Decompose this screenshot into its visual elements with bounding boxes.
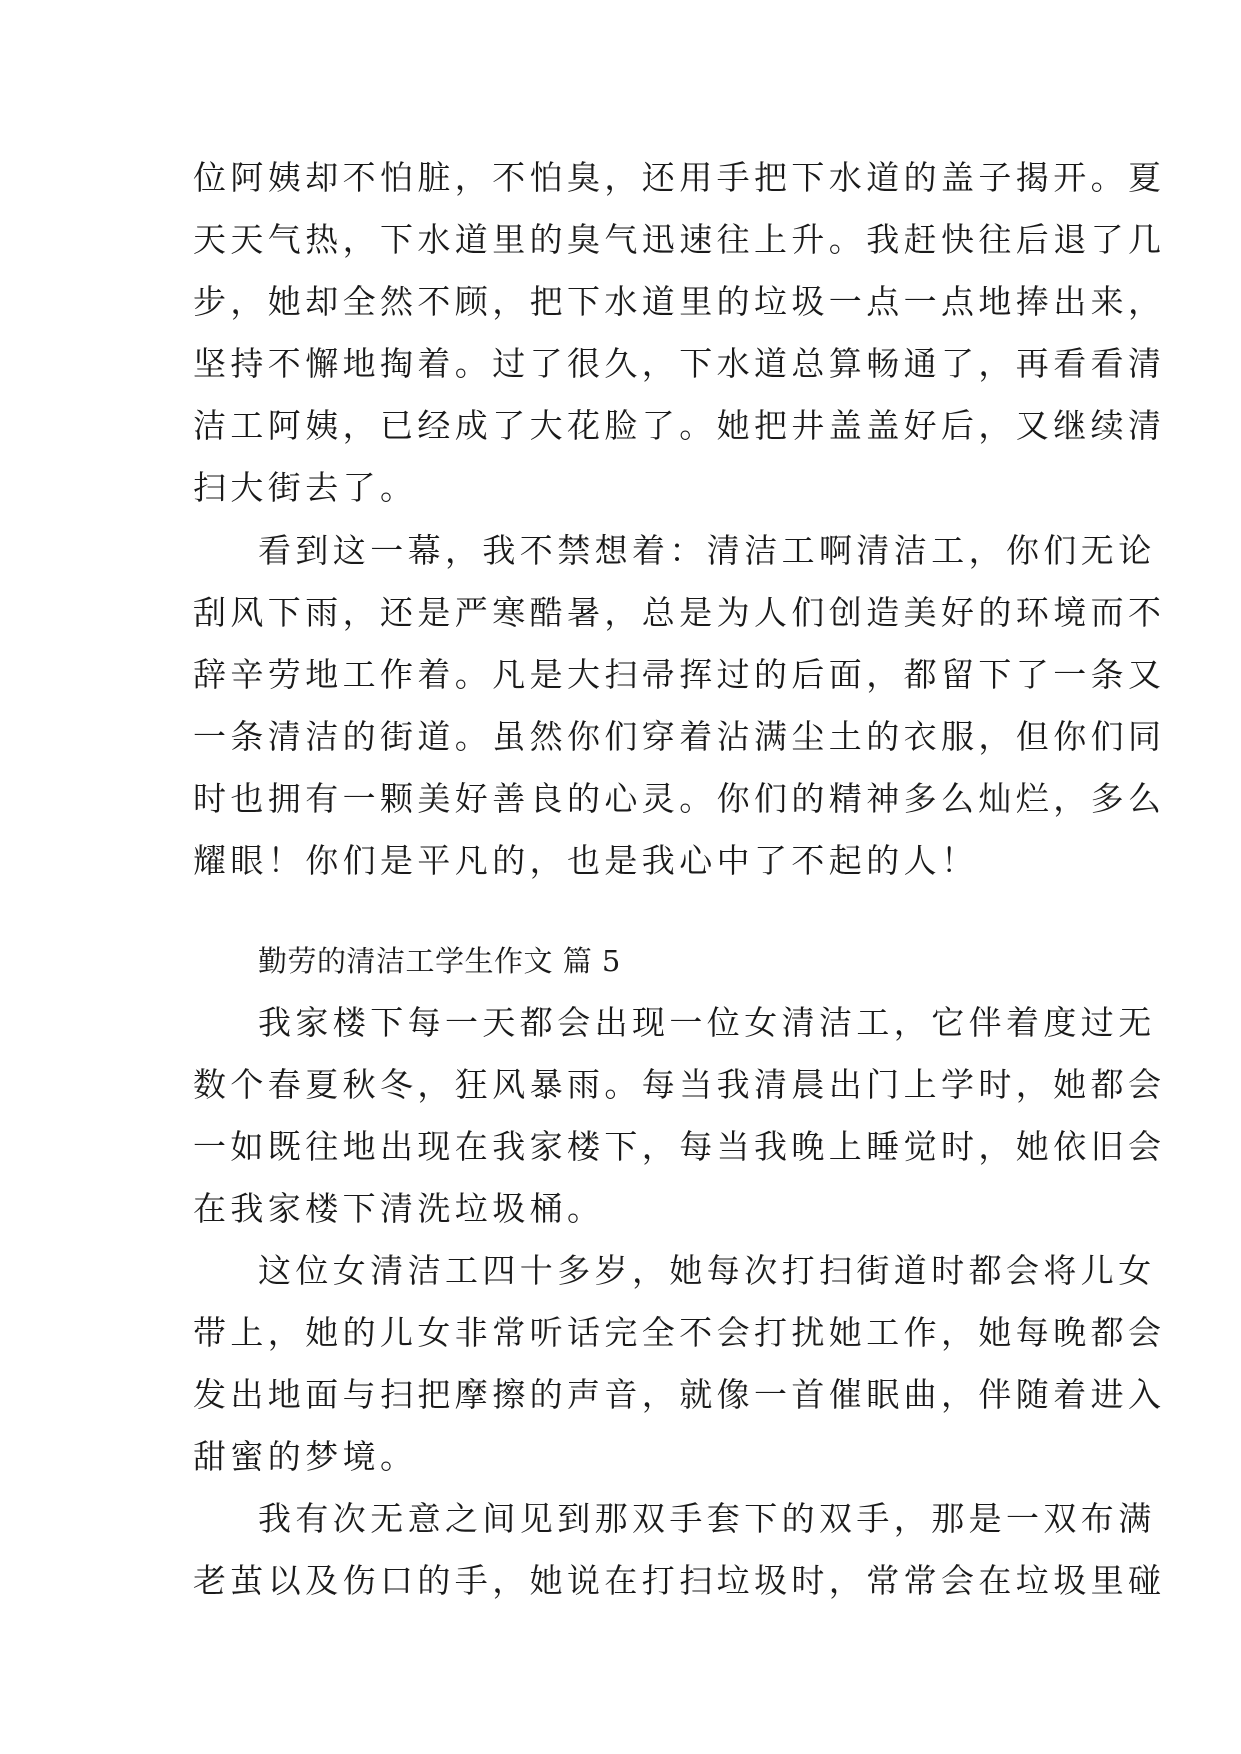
text-line: 时也拥有一颗美好善良的心灵。你们的精神多么灿烂，多么 <box>193 779 1166 818</box>
text-line: 我有次无意之间见到那双手套下的双手，那是一双布满 <box>258 1499 1156 1538</box>
text-line: 甜蜜的梦境。 <box>193 1437 418 1476</box>
text-line: 我家楼下每一天都会出现一位女清洁工，它伴着度过无 <box>258 1003 1156 1042</box>
text-line: 扫大街去了。 <box>193 468 418 507</box>
text-line: 洁工阿姨，已经成了大花脸了。她把井盖盖好后，又继续清 <box>193 406 1166 445</box>
text-line: 步，她却全然不顾，把下水道里的垃圾一点一点地捧出来， <box>193 282 1166 321</box>
text-line: 刮风下雨，还是严寒酷暑，总是为人们创造美好的环境而不 <box>193 593 1166 632</box>
text-line: 带上，她的儿女非常听话完全不会打扰她工作，她每晚都会 <box>193 1313 1166 1352</box>
text-line: 老茧以及伤口的手，她说在打扫垃圾时，常常会在垃圾里碰 <box>193 1561 1166 1600</box>
text-line: 这位女清洁工四十多岁，她每次打扫街道时都会将儿女 <box>258 1251 1156 1290</box>
text-line: 在我家楼下清洗垃圾桶。 <box>193 1189 605 1228</box>
text-line: 位阿姨却不怕脏，不怕臭，还用手把下水道的盖子揭开。夏 <box>193 158 1166 197</box>
text-line: 辞辛劳地工作着。凡是大扫帚挥过的后面，都留下了一条又 <box>193 655 1166 694</box>
text-line: 耀眼！你们是平凡的，也是我心中了不起的人！ <box>193 841 979 880</box>
text-line: 一如既往地出现在我家楼下，每当我晚上睡觉时，她依旧会 <box>193 1127 1166 1166</box>
text-line: 发出地面与扫把摩擦的声音，就像一首催眠曲，伴随着进入 <box>193 1375 1166 1414</box>
text-line: 坚持不懈地掏着。过了很久，下水道总算畅通了，再看看清 <box>193 344 1166 383</box>
text-line: 一条清洁的街道。虽然你们穿着沾满尘土的衣服，但你们同 <box>193 717 1166 756</box>
text-line: 看到这一幕，我不禁想着：清洁工啊清洁工，你们无论 <box>258 531 1156 570</box>
text-line: 天天气热，下水道里的臭气迅速往上升。我赶快往后退了几 <box>193 220 1166 259</box>
section-heading: 勤劳的清洁工学生作文 篇 5 <box>258 944 621 978</box>
text-line: 数个春夏秋冬，狂风暴雨。每当我清晨出门上学时，她都会 <box>193 1065 1166 1104</box>
